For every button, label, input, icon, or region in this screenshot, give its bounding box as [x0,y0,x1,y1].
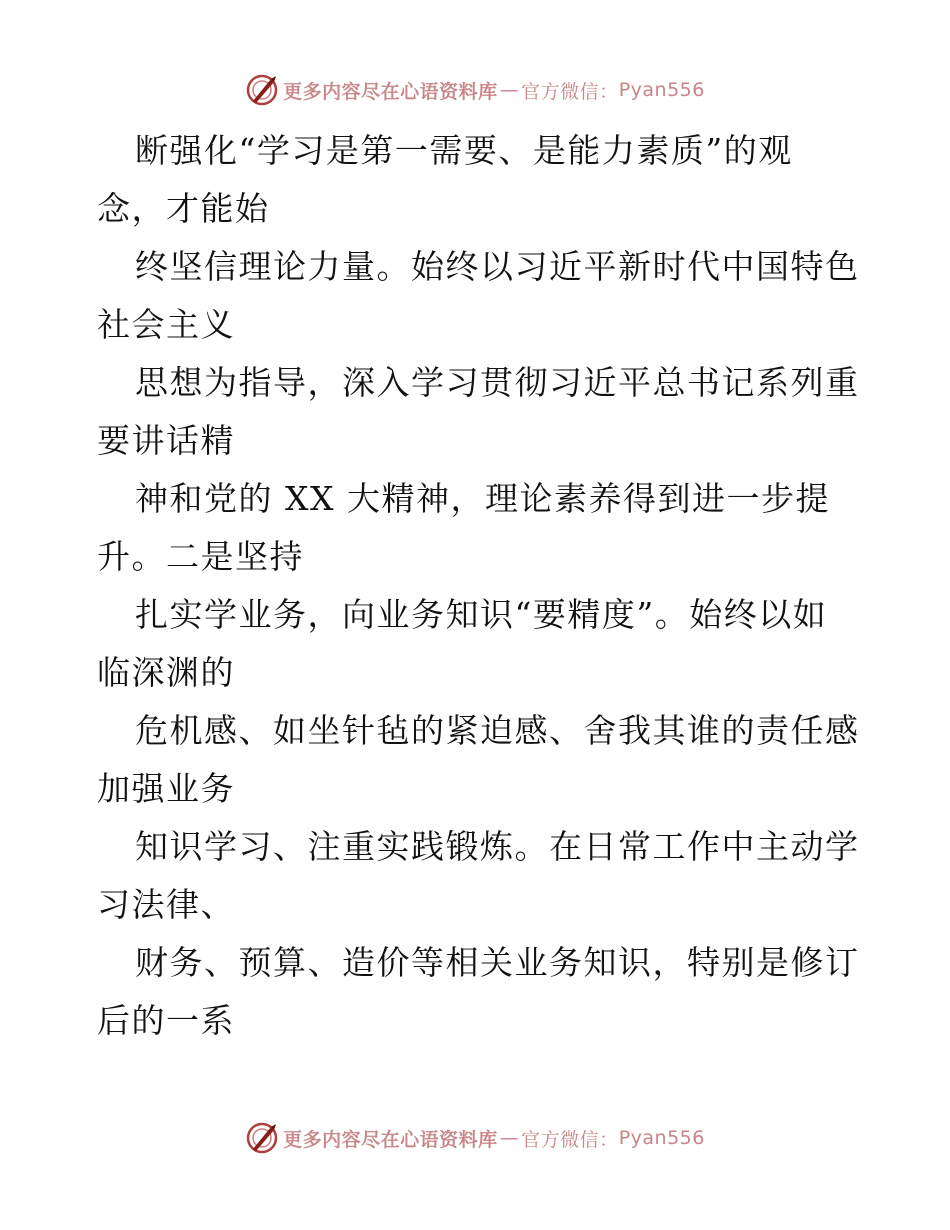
body-line: 危机感、如坐针毡的紧迫感、舍我其谁的责任感 [135,711,860,750]
site-name-text: 更多内容尽在心语资料库 [283,80,498,103]
body-line: 升。二是坚持 [97,537,304,576]
body-line: 念，才能始 [97,189,270,228]
body-line: 断强化“学习是第一需要、是能力素质”的观 [135,131,793,170]
wechat-label: 官方微信： [521,1128,619,1151]
header-banner [0,70,950,110]
body-line: 临深渊的 [97,653,235,692]
body-line: 社会主义 [97,305,235,344]
footer-banner [0,1118,950,1158]
wechat-id: Pyan556 [618,79,705,101]
quill-pen-logo-icon [245,73,279,107]
banner-dash: — [499,1127,520,1149]
body-line: 加强业务 [97,769,235,808]
banner-dash: — [499,79,520,101]
quill-pen-logo-icon [245,1121,279,1155]
body-line: 扎实学业务，向业务知识“要精度”。始终以如 [135,595,828,634]
body-line: 财务、预算、造价等相关业务知识，特别是修订 [135,943,860,982]
body-line: 知识学习、注重实践锻炼。在日常工作中主动学 [135,827,860,866]
body-line: 终坚信理论力量。始终以习近平新时代中国特色 [135,247,860,286]
document-body [97,122,860,1050]
wechat-id: Pyan556 [618,1127,705,1149]
wechat-label: 官方微信： [521,80,619,103]
body-line: 思想为指导，深入学习贯彻习近平总书记系列重 [135,363,860,402]
body-line: 要讲话精 [97,421,235,460]
body-line: 习法律、 [97,885,235,924]
body-line: 神和党的 XX 大精神，理论素养得到进一步提 [135,479,830,518]
body-line: 后的一系 [97,1001,235,1040]
site-name-text: 更多内容尽在心语资料库 [283,1128,498,1151]
